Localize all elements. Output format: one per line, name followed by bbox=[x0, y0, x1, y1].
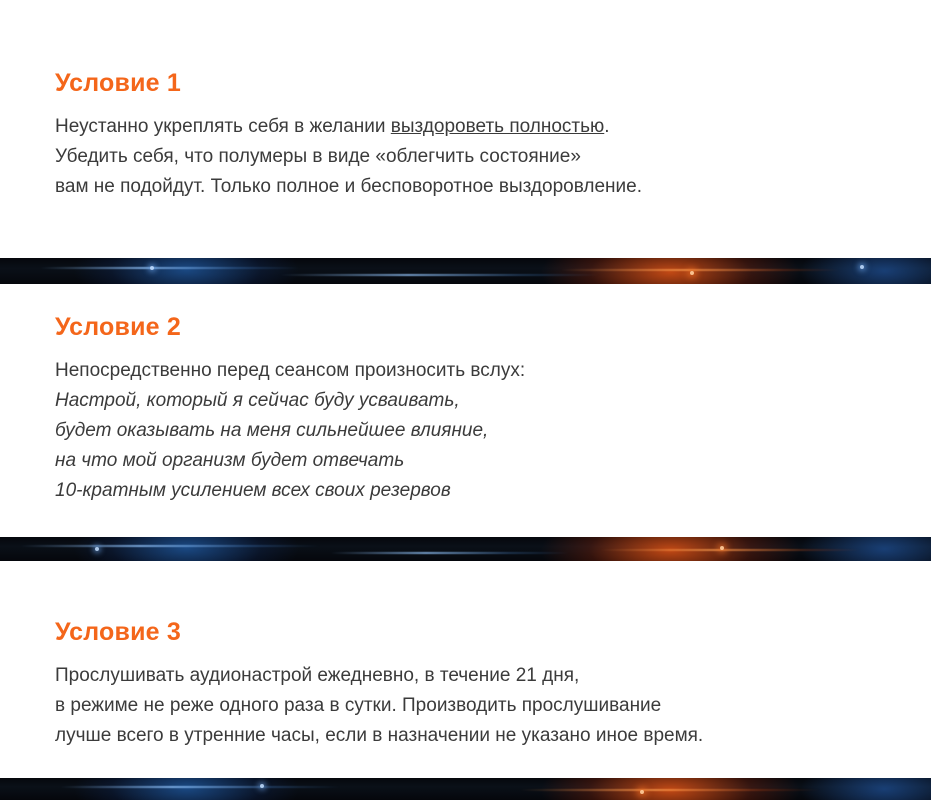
band-streak-icon bbox=[20, 545, 320, 547]
condition-card-2-title: Условие 2 bbox=[55, 313, 181, 341]
band-streak-icon bbox=[520, 789, 820, 791]
band-node-icon bbox=[95, 547, 99, 551]
condition-card-1-line-1-text: Неустанно укреплять себя в желании bbox=[55, 115, 391, 137]
condition-card-3-body bbox=[55, 661, 891, 751]
band-node-icon bbox=[860, 265, 864, 269]
condition-card-2-line-1: Непосредственно перед сеансом произносить вслух: bbox=[55, 359, 526, 381]
band-streak-icon bbox=[560, 269, 840, 271]
band-streak-icon bbox=[280, 274, 600, 276]
condition-card-3-line-3: лучше всего в утренние часы, если в назначении не указано иное время. bbox=[55, 724, 704, 746]
neural-band-1-decoration bbox=[0, 258, 931, 284]
band-node-icon bbox=[150, 266, 154, 270]
condition-card-2-body bbox=[55, 356, 891, 506]
condition-card-3-line-1: Прослушивать аудионастрой ежедневно, в течение 21 дня, bbox=[55, 664, 580, 686]
band-node-icon bbox=[640, 790, 644, 794]
condition-card-2-line-4: на что мой организм будет отвечать bbox=[55, 449, 405, 471]
condition-card-1 bbox=[0, 0, 931, 258]
condition-card-2-content bbox=[0, 284, 931, 506]
condition-card-1-underlined-phrase: выздороветь полностью bbox=[390, 115, 605, 137]
neural-band-3-decoration bbox=[0, 778, 931, 800]
band-streak-icon bbox=[330, 552, 570, 554]
condition-card-1-line-3: вам не подойдут. Только полное и бесповоротное выздоровление. bbox=[55, 175, 642, 197]
neural-band-2-decoration bbox=[0, 537, 931, 561]
band-node-icon bbox=[260, 784, 264, 788]
condition-card-3-line-2: в режиме не реже одного раза в сутки. Производить прослушивание bbox=[55, 694, 662, 716]
condition-card-3-title: Условие 3 bbox=[55, 618, 181, 646]
condition-card-2 bbox=[0, 284, 931, 537]
condition-card-1-title: Условие 1 bbox=[55, 69, 181, 97]
condition-card-3 bbox=[0, 561, 931, 778]
condition-card-2-line-5: 10-кратным усилением всех своих резервов bbox=[55, 479, 451, 501]
band-streak-icon bbox=[600, 549, 860, 551]
band-streak-icon bbox=[60, 786, 340, 788]
condition-card-2-line-3: будет оказывать на меня сильнейшее влияние, bbox=[55, 419, 489, 441]
band-node-icon bbox=[690, 271, 694, 275]
band-node-icon bbox=[720, 546, 724, 550]
condition-card-1-content bbox=[0, 0, 931, 202]
condition-card-1-line-2: Убедить себя, что полумеры в виде «облегчить состояние» bbox=[55, 145, 581, 167]
condition-card-3-content bbox=[0, 561, 931, 751]
condition-card-1-line-1 bbox=[55, 112, 891, 142]
condition-card-1-line-1-tail: . bbox=[604, 115, 610, 137]
band-streak-icon bbox=[40, 267, 300, 269]
condition-card-2-line-2: Настрой, который я сейчас буду усваивать, bbox=[55, 389, 460, 411]
condition-card-1-body bbox=[55, 112, 891, 202]
